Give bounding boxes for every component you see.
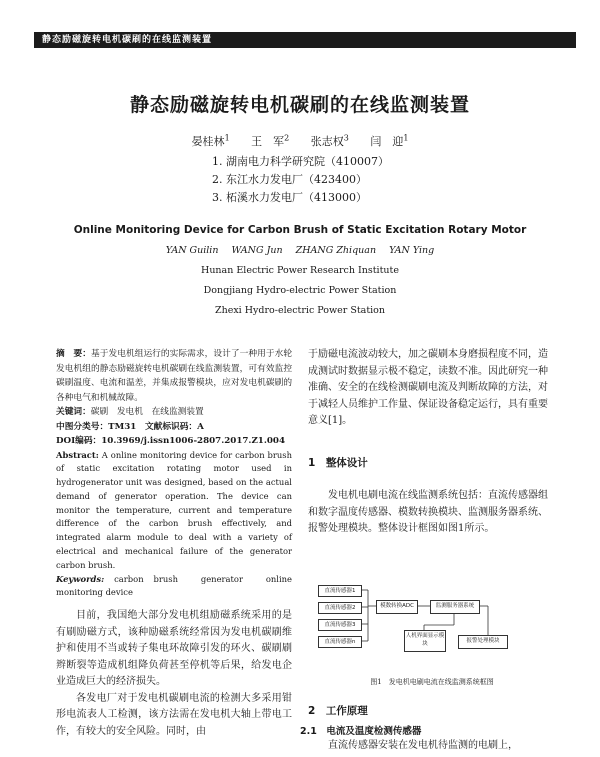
en-abstract: Abstract: A online monitoring device for carbon brush of static excitation rotating motor used in hydrogenerator unit was designed, based on the actual demand of generator operation. The device can monitor the temperature, current and temperature difference of the carbon brush effectively, and integrated alarm module to deal with a variety of electrical and mechanical failure of the generator carbon brush. <box>56 449 292 570</box>
affiliation-2: 2. 东江水力发电厂（423400） <box>212 173 367 186</box>
author-2: 王 军$^2$ <box>251 133 290 148</box>
section-1-heading: 1 整体设计 <box>308 457 368 469</box>
affiliation-3: 3. 柘溪水力发电厂（413000） <box>212 191 367 204</box>
doi: DOI编码：10.3969/j.issn1006-2807.2017.Z1.004 <box>56 436 286 446</box>
en-author-4: YAN Ying <box>389 245 435 256</box>
section-2-1-heading: 2.1 电流及温度检测传感器 <box>300 726 422 737</box>
sensor-box-n: 直流传感器n <box>318 636 362 648</box>
section-2-heading: 2 工作原理 <box>308 705 368 717</box>
section-2-1-text: 直流传感器安装在发电机待监测的电刷上， <box>328 740 518 751</box>
abstract-block <box>56 347 292 600</box>
system-block-diagram <box>318 580 508 672</box>
continued-paragraph: 于励磁电流波动较大，加之碳刷本身磨损程度不同，造成测试时数据显示极不稳定，读数不准。因此研究一种准确、安全的在线检测碳刷电流及判断故障的方法，对于减轻人员维护工作量、保证设备稳定运行，具有重要意义[1]。 <box>308 349 548 426</box>
running-head: 静态励磁旋转电机碳刷的在线监测装置 <box>34 32 576 48</box>
affiliation-1: 1. 湖南电力科学研究院（410007） <box>212 155 389 168</box>
paper-title: 静态励磁旋转电机碳刷的在线监测装置 <box>129 94 470 116</box>
alarm-box: 报警处理模块 <box>458 635 508 649</box>
sensor-box-3: 直流传感器3 <box>318 619 362 631</box>
diagram-connectors <box>318 580 508 672</box>
server-box: 监测服务器系统 <box>430 600 480 614</box>
cn-abstract: 摘 要：基于发电机组运行的实际需求，设计了一种用于水轮发电机组的静态励磁旋转电机碳刷在线监测装置，可有效监控碳刷温度、电流和温差，并集成报警模块，应对发电机碳刷的各种电气和机械故障。 <box>56 349 293 403</box>
section-1-text: 发电机电刷电流在线监测系统包括：直流传感器组和数字温度传感器、模数转换模块、监测服务器系统、报警处理模块。整体设计框图如图1所示。 <box>308 490 548 534</box>
sensor-box-1: 直流传感器1 <box>318 585 362 597</box>
en-author-2: WANG Jun <box>231 245 283 256</box>
figure-caption: 图1 发电机电刷电流在线监测系统框图 <box>370 678 494 686</box>
adc-box: 模数转换ADC <box>376 600 418 614</box>
en-affiliation-3: Zhexi Hydro-electric Power Station <box>214 305 386 316</box>
english-title: Online Monitoring Device for Carbon Brush of Static Excitation Rotary Motor <box>73 224 527 236</box>
display-box: 人机界面显示模块 <box>404 630 446 652</box>
sensor-box-2: 直流传感器2 <box>318 602 362 614</box>
classification: 中图分类号：TM31 文献标识码：A <box>56 421 204 432</box>
en-affiliation-2: Dongjiang Hydro-electric Power Station <box>203 285 397 296</box>
en-keywords: Keywords: carbon brush generator online monitoring device <box>56 573 292 598</box>
english-author-list <box>0 245 600 256</box>
en-affiliation-1: Hunan Electric Power Research Institute <box>201 265 399 276</box>
author-4: 闫 迎$^1$ <box>370 133 409 148</box>
author-3: 张志权$^3$ <box>310 133 349 148</box>
intro-paragraph: 目前，我国绝大部分发电机组励磁系统采用的是有刷励磁方式，该种励磁系统经常因为发电机碳刷维护和使用不当或转子集电环故障引发的环火、碳刷刷辫断裂等造成机组降负荷甚至停机等后果，给发电企业造成巨大的经济损失。 各发电厂对于发电机碳刷电流的检测大多采用钳形电流表人工检测，该方法需在发电机大轴上带电工作，有较大的安全风险。同时，由 <box>56 610 292 737</box>
author-1: 晏桂林$^1$ <box>191 133 230 148</box>
en-author-3: ZHANG Zhiquan <box>295 245 377 256</box>
author-list <box>0 133 600 149</box>
cn-keywords: 关键词：碳刷 发电机 在线监测装置 <box>56 407 204 417</box>
en-author-1: YAN Guilin <box>165 245 219 256</box>
